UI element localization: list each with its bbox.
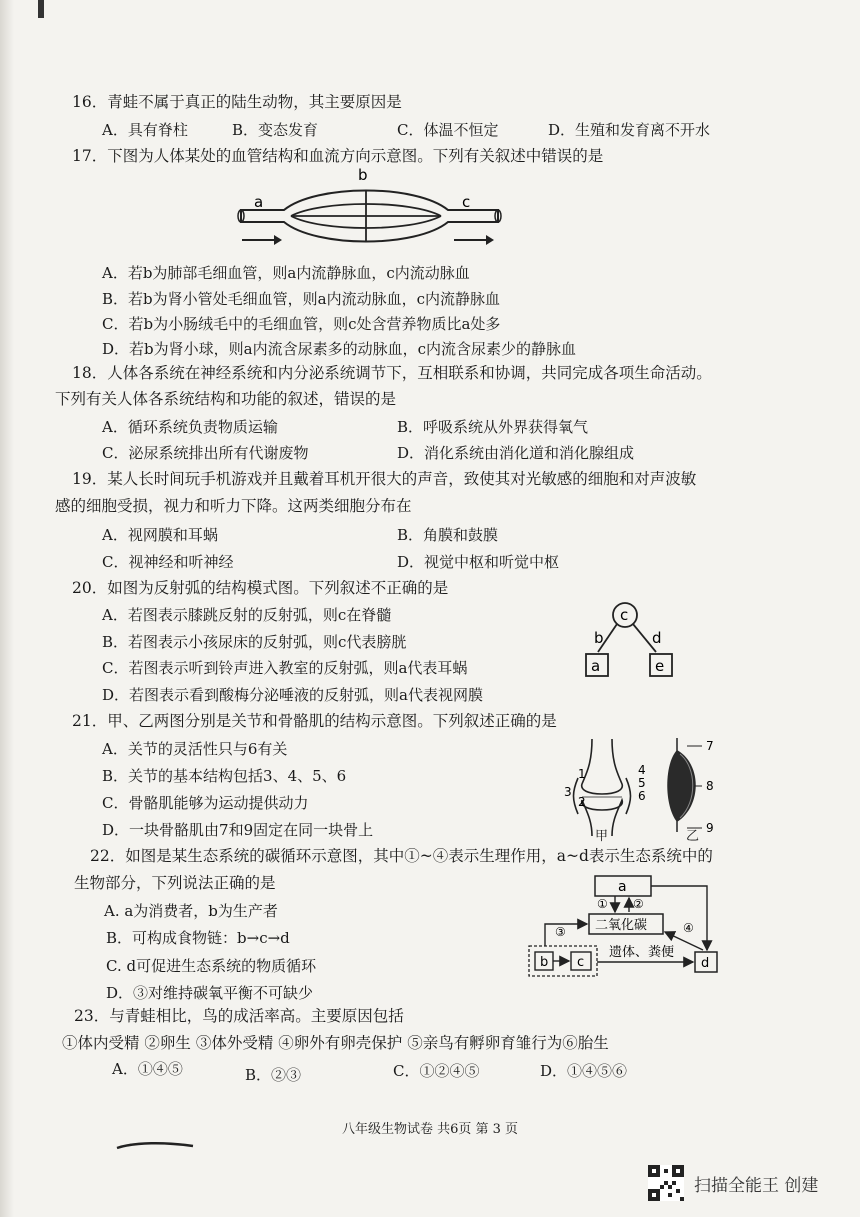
vessel-label-a: a [254, 193, 264, 211]
joint-label-1: 1 [578, 767, 586, 781]
page-footer: 八年级生物试卷 共6页 第 3 页 [341, 1122, 519, 1137]
q16-option-d: D．生殖和发育离不开水 [548, 121, 711, 139]
q17-option-d: D．若b为肾小球，则a内流含尿素多的动脉血，c内流含尿素少的静脉血 [102, 340, 576, 358]
q21-option-b: B．关节的基本结构包括3、4、5、6 [102, 767, 347, 785]
cycle-box-co2: 二氧化碳 [595, 918, 648, 933]
joint-label-2: 2 [578, 795, 586, 809]
reflex-node-c: c [620, 606, 629, 624]
q20-option-d: D．若图表示看到酸梅分泌唾液的反射弧，则a代表视网膜 [102, 686, 483, 704]
cycle-label-1: ① [597, 897, 608, 911]
vessel-label-c: c [462, 193, 471, 211]
q20-option-b: B．若图表示小孩尿床的反射弧，则c代表膀胱 [102, 633, 407, 651]
q22-option-d: D．③对维持碳氧平衡不可缺少 [106, 984, 314, 1002]
q16-option-a: A．具有脊柱 [102, 121, 188, 139]
joint-label-6: 6 [638, 789, 646, 803]
q18-stem-line1: 18．人体各系统在神经系统和内分泌系统调节下，互相联系和协调，共同完成各项生命活动。 [72, 364, 712, 382]
reflex-label-b: b [594, 629, 604, 647]
muscle-figure [667, 738, 702, 832]
muscle-label-9: 9 [706, 821, 714, 835]
q18-option-a: A．循环系统负责物质运输 [102, 418, 278, 436]
q19-option-b: B．角膜和鼓膜 [397, 526, 499, 544]
scanner-watermark [648, 1165, 818, 1201]
q22-stem-line1: 22．如图是某生态系统的碳循环示意图，其中①~④表示生理作用，a~d表示生态系统中的 [90, 847, 713, 865]
q23-option-a: A．①④⑤ [112, 1060, 183, 1078]
reflex-arc-diagram [580, 600, 690, 685]
joint-figure [574, 739, 631, 836]
q21-option-d: D．一块骨骼肌由7和9固定在同一块骨上 [102, 821, 374, 839]
qr-code-icon [648, 1165, 684, 1201]
q23-items: ①体内受精 ②卵生 ③体外受精 ④卵外有卵壳保护 ⑤亲鸟有孵卵育雏行为⑥胎生 [62, 1034, 609, 1052]
flow-arrow-left-icon [242, 235, 282, 245]
scan-corner-mark [38, 0, 44, 18]
q22-stem-line2: 生物部分，下列说法正确的是 [74, 874, 276, 892]
q19-option-d: D．视觉中枢和听觉中枢 [397, 553, 560, 571]
vessel-label-b: b [358, 166, 368, 184]
pen-stroke-mark [115, 1138, 195, 1152]
q18-option-d: D．消化系统由消化道和消化腺组成 [397, 444, 635, 462]
q22-option-a: A. a为消费者，b为生产者 [104, 902, 278, 920]
cycle-box-d: d [701, 956, 710, 971]
q23-option-d: D．①④⑤⑥ [540, 1062, 628, 1080]
reflex-label-d: d [652, 629, 662, 647]
q18-stem-line2: 下列有关人体各系统结构和功能的叙述，错误的是 [55, 390, 397, 408]
blood-vessel-diagram [236, 166, 506, 256]
joint-label-3: 3 [564, 785, 572, 799]
q23-option-b: B．②③ [245, 1066, 302, 1084]
q18-option-b: B．呼吸系统从外界获得氧气 [397, 418, 589, 436]
q23-stem: 23．与青蛙相比，鸟的成活率高。主要原因包括 [74, 1007, 404, 1025]
cycle-label-3: ③ [555, 925, 566, 939]
q18-option-c: C．泌尿系统排出所有代谢废物 [102, 444, 309, 462]
cycle-label-2: ② [633, 897, 644, 911]
q19-stem-line2: 感的细胞受损，视力和听力下降。这两类细胞分布在 [55, 497, 412, 515]
scanner-text: 扫描全能王 创建 [694, 1175, 819, 1196]
joint-label-4: 4 [638, 763, 646, 777]
cycle-box-a: a [618, 879, 627, 895]
q22-option-c: C. d可促进生态系统的物质循环 [106, 957, 317, 975]
carbon-cycle-diagram [525, 872, 730, 980]
q21-option-c: C．骨骼肌能够为运动提供动力 [102, 794, 309, 812]
q21-option-a: A．关节的灵活性只与6有关 [102, 740, 288, 758]
caption-jia: 甲 [595, 829, 609, 844]
q20-stem: 20．如图为反射弧的结构模式图。下列叙述不正确的是 [72, 579, 449, 597]
muscle-label-7: 7 [706, 739, 714, 753]
q19-option-c: C．视神经和听神经 [102, 553, 234, 571]
q16-stem: 16．青蛙不属于真正的陆生动物，其主要原因是 [72, 93, 402, 111]
cycle-label-remains: 遗体、粪便 [609, 945, 675, 960]
cycle-box-c: c [577, 955, 585, 970]
caption-yi: 乙 [686, 829, 700, 844]
q17-option-a: A．若b为肺部毛细血管，则a内流静脉血，c内流动脉血 [102, 264, 470, 282]
muscle-label-8: 8 [706, 779, 714, 793]
q23-option-c: C．①②④⑤ [393, 1062, 480, 1080]
q20-option-c: C．若图表示听到铃声进入教室的反射弧，则a代表耳蜗 [102, 659, 468, 677]
q17-stem: 17．下图为人体某处的血管结构和血流方向示意图。下列有关叙述中错误的是 [72, 147, 604, 165]
scan-edge-shadow [0, 0, 14, 1217]
q17-option-c: C．若b为小肠绒毛中的毛细血管，则c处含营养物质比a处多 [102, 315, 501, 333]
q19-stem-line1: 19．某人长时间玩手机游戏并且戴着耳机开很大的声音，致使其对光敏感的细胞和对声波敏 [72, 470, 697, 488]
reflex-node-e: e [655, 657, 665, 675]
q20-option-a: A．若图表示膝跳反射的反射弧，则c在脊髓 [102, 606, 392, 624]
q19-option-a: A．视网膜和耳蜗 [102, 526, 218, 544]
cycle-label-4: ④ [683, 921, 694, 935]
reflex-node-a: a [591, 657, 601, 675]
q16-option-b: B．变态发育 [232, 121, 319, 139]
flow-arrow-right-icon [454, 235, 494, 245]
q17-option-b: B．若b为肾小管处毛细血管，则a内流动脉血，c内流静脉血 [102, 290, 500, 308]
joint-label-5: 5 [638, 776, 646, 790]
q22-option-b: B．可构成食物链：b→c→d [106, 929, 290, 947]
joint-muscle-diagram [552, 734, 732, 844]
cycle-box-b: b [540, 955, 549, 970]
q21-stem: 21．甲、乙两图分别是关节和骨骼肌的结构示意图。下列叙述正确的是 [72, 712, 557, 730]
q16-option-c: C．体温不恒定 [397, 121, 499, 139]
